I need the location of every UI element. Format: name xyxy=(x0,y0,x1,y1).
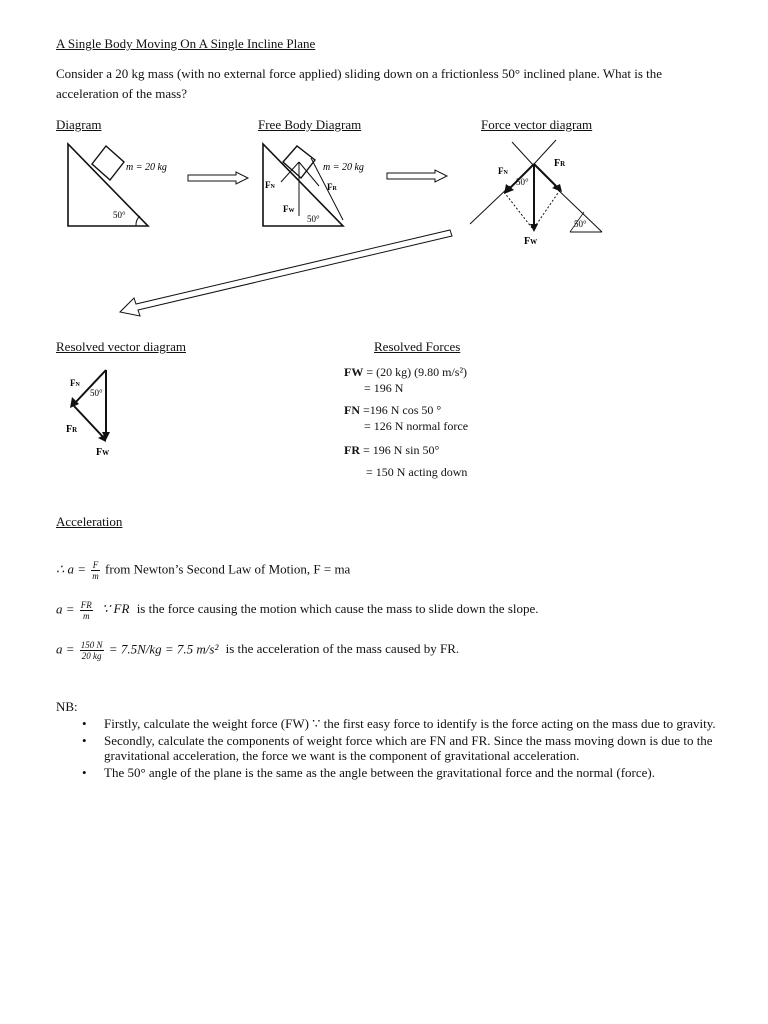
fbd-fn-label: FN xyxy=(265,180,275,190)
fvd-angle-label: 50° xyxy=(516,177,529,187)
nb-list xyxy=(82,716,722,782)
heading-force-vector-diagram: Force vector diagram xyxy=(481,117,593,132)
fw-result: = 196 N xyxy=(364,381,404,395)
fw-equation-row xyxy=(344,364,468,380)
line2-denominator: m xyxy=(83,611,90,621)
arrow-right-icon xyxy=(186,170,250,186)
line1-fraction xyxy=(91,560,100,581)
line2-text: is the force causing the motion which cause the mass to slide down the slope. xyxy=(136,601,539,617)
line3-numerator: 150 N xyxy=(80,640,103,650)
resolved-forces-block xyxy=(344,364,468,480)
line2-fraction xyxy=(80,600,93,621)
line3-denominator: 20 kg xyxy=(81,651,102,661)
page-title: A Single Body Moving On A Single Incline Plane xyxy=(56,36,316,51)
line3-text: is the acceleration of the mass caused by FR. xyxy=(225,641,460,657)
fn-equation-row xyxy=(344,402,468,418)
acceleration-line-1 xyxy=(56,560,350,581)
heading-acceleration: Acceleration xyxy=(56,514,123,529)
line1-denominator: m xyxy=(92,571,99,581)
incline-diagram xyxy=(60,138,190,230)
diagonal-arrow-icon xyxy=(116,224,456,324)
fvd-fn-label: FN xyxy=(498,166,508,176)
fr-result: = 150 N acting down xyxy=(366,465,468,479)
rvd-angle-label: 50° xyxy=(90,388,103,398)
nb-item: • Firstly, calculate the weight force (FW) ∵ the first easy force to identify is the force acting on the mass due to gravity. xyxy=(82,716,722,731)
fbd-fw-label: FW xyxy=(283,204,295,214)
line3-fraction xyxy=(80,640,104,661)
line1-prefix: ∴ a = xyxy=(56,561,87,577)
heading-resolved-forces: Resolved Forces xyxy=(374,339,461,354)
line3-result: = 7.5N/kg = 7.5 m/s² xyxy=(108,641,219,657)
resolved-vector-diagram xyxy=(62,364,132,460)
rvd-fr-label: FR xyxy=(66,424,78,435)
fvd-fr-label: FR xyxy=(554,158,566,169)
question-line-2: acceleration of the mass? xyxy=(56,86,188,101)
free-body-diagram xyxy=(255,138,390,230)
fn-label: FN xyxy=(344,403,360,417)
arrow-right-icon xyxy=(385,168,449,184)
fbd-fr-label: FR xyxy=(327,182,337,192)
fvd-slope-angle-label: 50° xyxy=(574,219,587,229)
line1-numerator: F xyxy=(92,560,99,570)
fn-equation: =196 N cos 50 ° xyxy=(363,403,442,417)
fn-result: = 126 N normal force xyxy=(364,419,469,433)
line2-because: ∵ FR xyxy=(102,601,130,617)
line2-numerator: FR xyxy=(80,600,92,610)
fbd-mass-label: m = 20 kg xyxy=(323,162,364,173)
fw-label: FW xyxy=(344,365,364,379)
fr-equation-row xyxy=(344,442,468,458)
angle-label: 50° xyxy=(113,210,126,220)
fr-equation: = 196 N sin 50° xyxy=(363,443,440,457)
force-vector-diagram xyxy=(466,136,606,251)
nb-label: NB: xyxy=(56,699,78,714)
nb-item: • Secondly, calculate the components of weight force which are FN and FR. Since the mass moving down is due to the gravitational acceleration, the force we want is the component of gravitational acceleration. xyxy=(82,733,722,763)
heading-free-body-diagram: Free Body Diagram xyxy=(258,117,362,132)
rvd-fw-label: FW xyxy=(96,447,110,458)
fvd-fw-label: FW xyxy=(524,236,538,247)
line3-prefix: a = xyxy=(56,641,75,657)
acceleration-line-2 xyxy=(56,600,539,621)
fbd-angle-label: 50° xyxy=(307,214,320,224)
mass-label: m = 20 kg xyxy=(126,162,167,173)
heading-diagram: Diagram xyxy=(56,117,102,132)
fw-equation: = (20 kg) (9.80 m/s²) xyxy=(366,365,468,379)
fr-label: FR xyxy=(344,443,360,457)
acceleration-line-3 xyxy=(56,640,459,661)
line1-text: from Newton’s Second Law of Motion, F = ma xyxy=(105,561,351,577)
line2-prefix: a = xyxy=(56,601,75,617)
nb-item: • The 50° angle of the plane is the same as the angle between the gravitational force and the normal (force). xyxy=(82,765,722,780)
heading-resolved-vector-diagram: Resolved vector diagram xyxy=(56,339,186,354)
question-line-1: Consider a 20 kg mass (with no external force applied) sliding down on a frictionless 50° inclined plane. What is the xyxy=(56,66,663,81)
rvd-fn-label: FN xyxy=(70,378,80,388)
